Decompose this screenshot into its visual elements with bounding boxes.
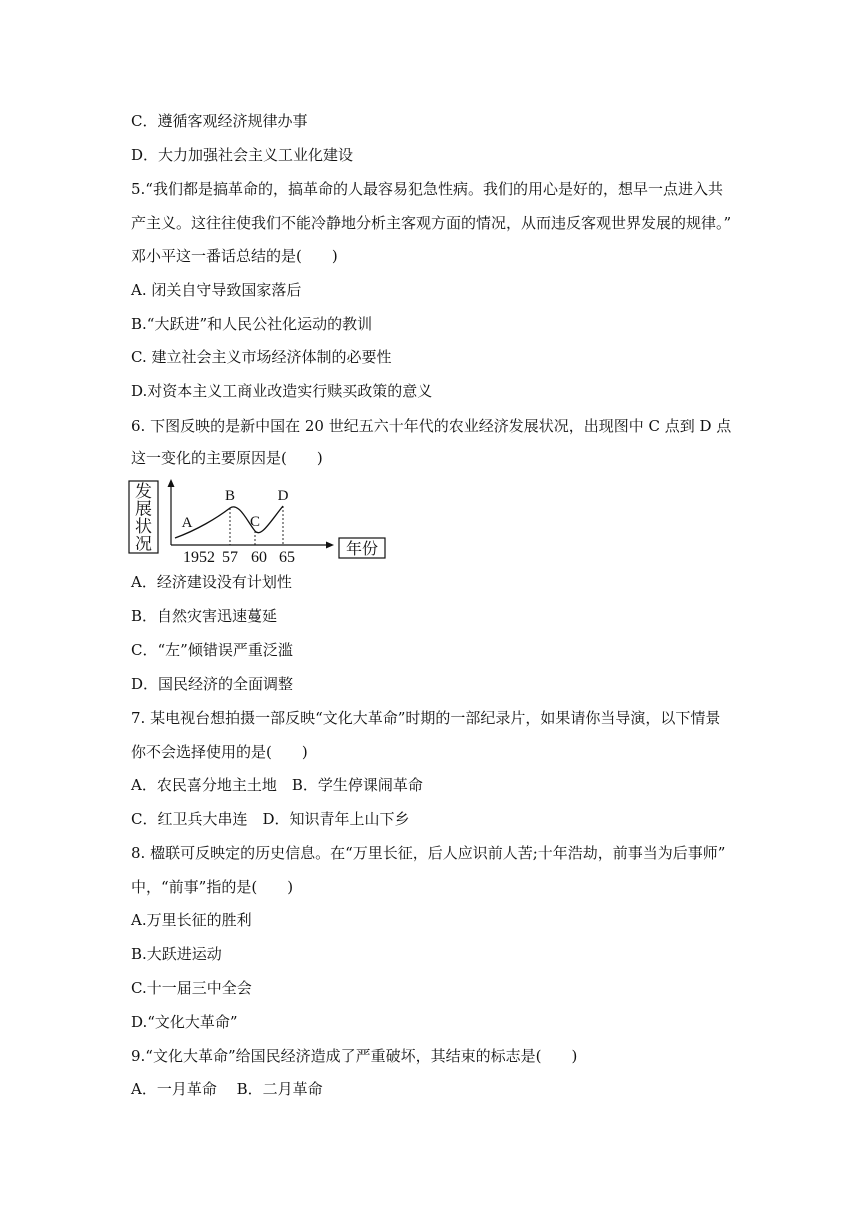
point-label: C — [249, 514, 261, 530]
y-axis-label — [135, 482, 152, 554]
x-tick-label: 60 — [251, 549, 267, 566]
y-axis-arrow — [168, 479, 175, 487]
question-line: 邓小平这一番话总结的是( ) — [131, 247, 338, 265]
question-line: 6. 下图反映的是新中国在 20 世纪五六十年代的农业经济发展状况，出现图中 C 点到 D 点 — [131, 417, 732, 435]
point-label: B — [224, 488, 236, 504]
option-line: C．“左”倾错误严重泛滥 — [131, 641, 293, 659]
question-line: 这一变化的主要原因是( ) — [131, 449, 323, 467]
point-label: D — [277, 488, 289, 504]
option-line: B．自然灾害迅速蔓延 — [131, 607, 278, 625]
option-line: C. 建立社会主义市场经济体制的必要性 — [131, 348, 392, 366]
x-axis-arrow — [326, 542, 334, 549]
question-line: 你不会选择使用的是( ) — [131, 743, 308, 761]
option-line: A.万里长征的胜利 — [131, 911, 252, 929]
x-tick-label: 65 — [279, 549, 295, 566]
y-axis-label-char: 状 — [135, 517, 152, 536]
y-axis-label-char: 况 — [135, 534, 152, 554]
option-line: A．经济建设没有计划性 — [131, 573, 292, 591]
point-label: A — [181, 515, 193, 531]
question-line: 中，“前事”指的是( ) — [131, 878, 294, 896]
option-line: D．大力加强社会主义工业化建设 — [131, 146, 354, 164]
x-axis-label: 年份 — [345, 541, 379, 558]
option-line: D.“文化大革命” — [131, 1013, 238, 1031]
development-chart — [127, 478, 397, 568]
option-line: B.大跃进运动 — [131, 945, 222, 963]
option-line: A．一月革命 B．二月革命 — [131, 1080, 323, 1098]
option-line: C.十一届三中全会 — [131, 979, 252, 997]
option-line: D.对资本主义工商业改造实行赎买政策的意义 — [131, 382, 433, 400]
question-line: 5.“我们都是搞革命的，搞革命的人最容易犯急性病。我们的用心是好的，想早一点进入共 — [131, 180, 723, 198]
y-axis-label-char: 发 — [135, 482, 152, 501]
x-tick-label: 1952 — [183, 549, 215, 566]
option-line: B.“大跃进”和人民公社化运动的教训 — [131, 315, 373, 333]
question-line: 7. 某电视台想拍摄一部反映“文化大革命”时期的一部纪录片，如果请你当导演，以下情景 — [131, 709, 721, 727]
question-line: 9.“文化大革命”给国民经济造成了严重破坏，其结束的标志是( ) — [131, 1047, 578, 1065]
option-line: A. 闭关自守导致国家落后 — [131, 281, 302, 299]
question-line: 8. 楹联可反映定的历史信息。在“万里长征，后人应识前人苦;十年浩劫，前事当为后事师” — [131, 844, 726, 862]
question-line: 产主义。这往往使我们不能冷静地分析主客观方面的情况，从而违反客观世界发展的规律。” — [131, 214, 732, 232]
option-line: C．遵循客观经济规律办事 — [131, 112, 308, 130]
option-line: A．农民喜分地主土地 B．学生停课闹革命 — [131, 776, 423, 794]
y-axis-label-char: 展 — [135, 499, 152, 519]
option-line: D．国民经济的全面调整 — [131, 675, 294, 693]
x-tick-label: 57 — [222, 549, 238, 566]
option-line: C．红卫兵大串连 D．知识青年上山下乡 — [131, 810, 410, 828]
